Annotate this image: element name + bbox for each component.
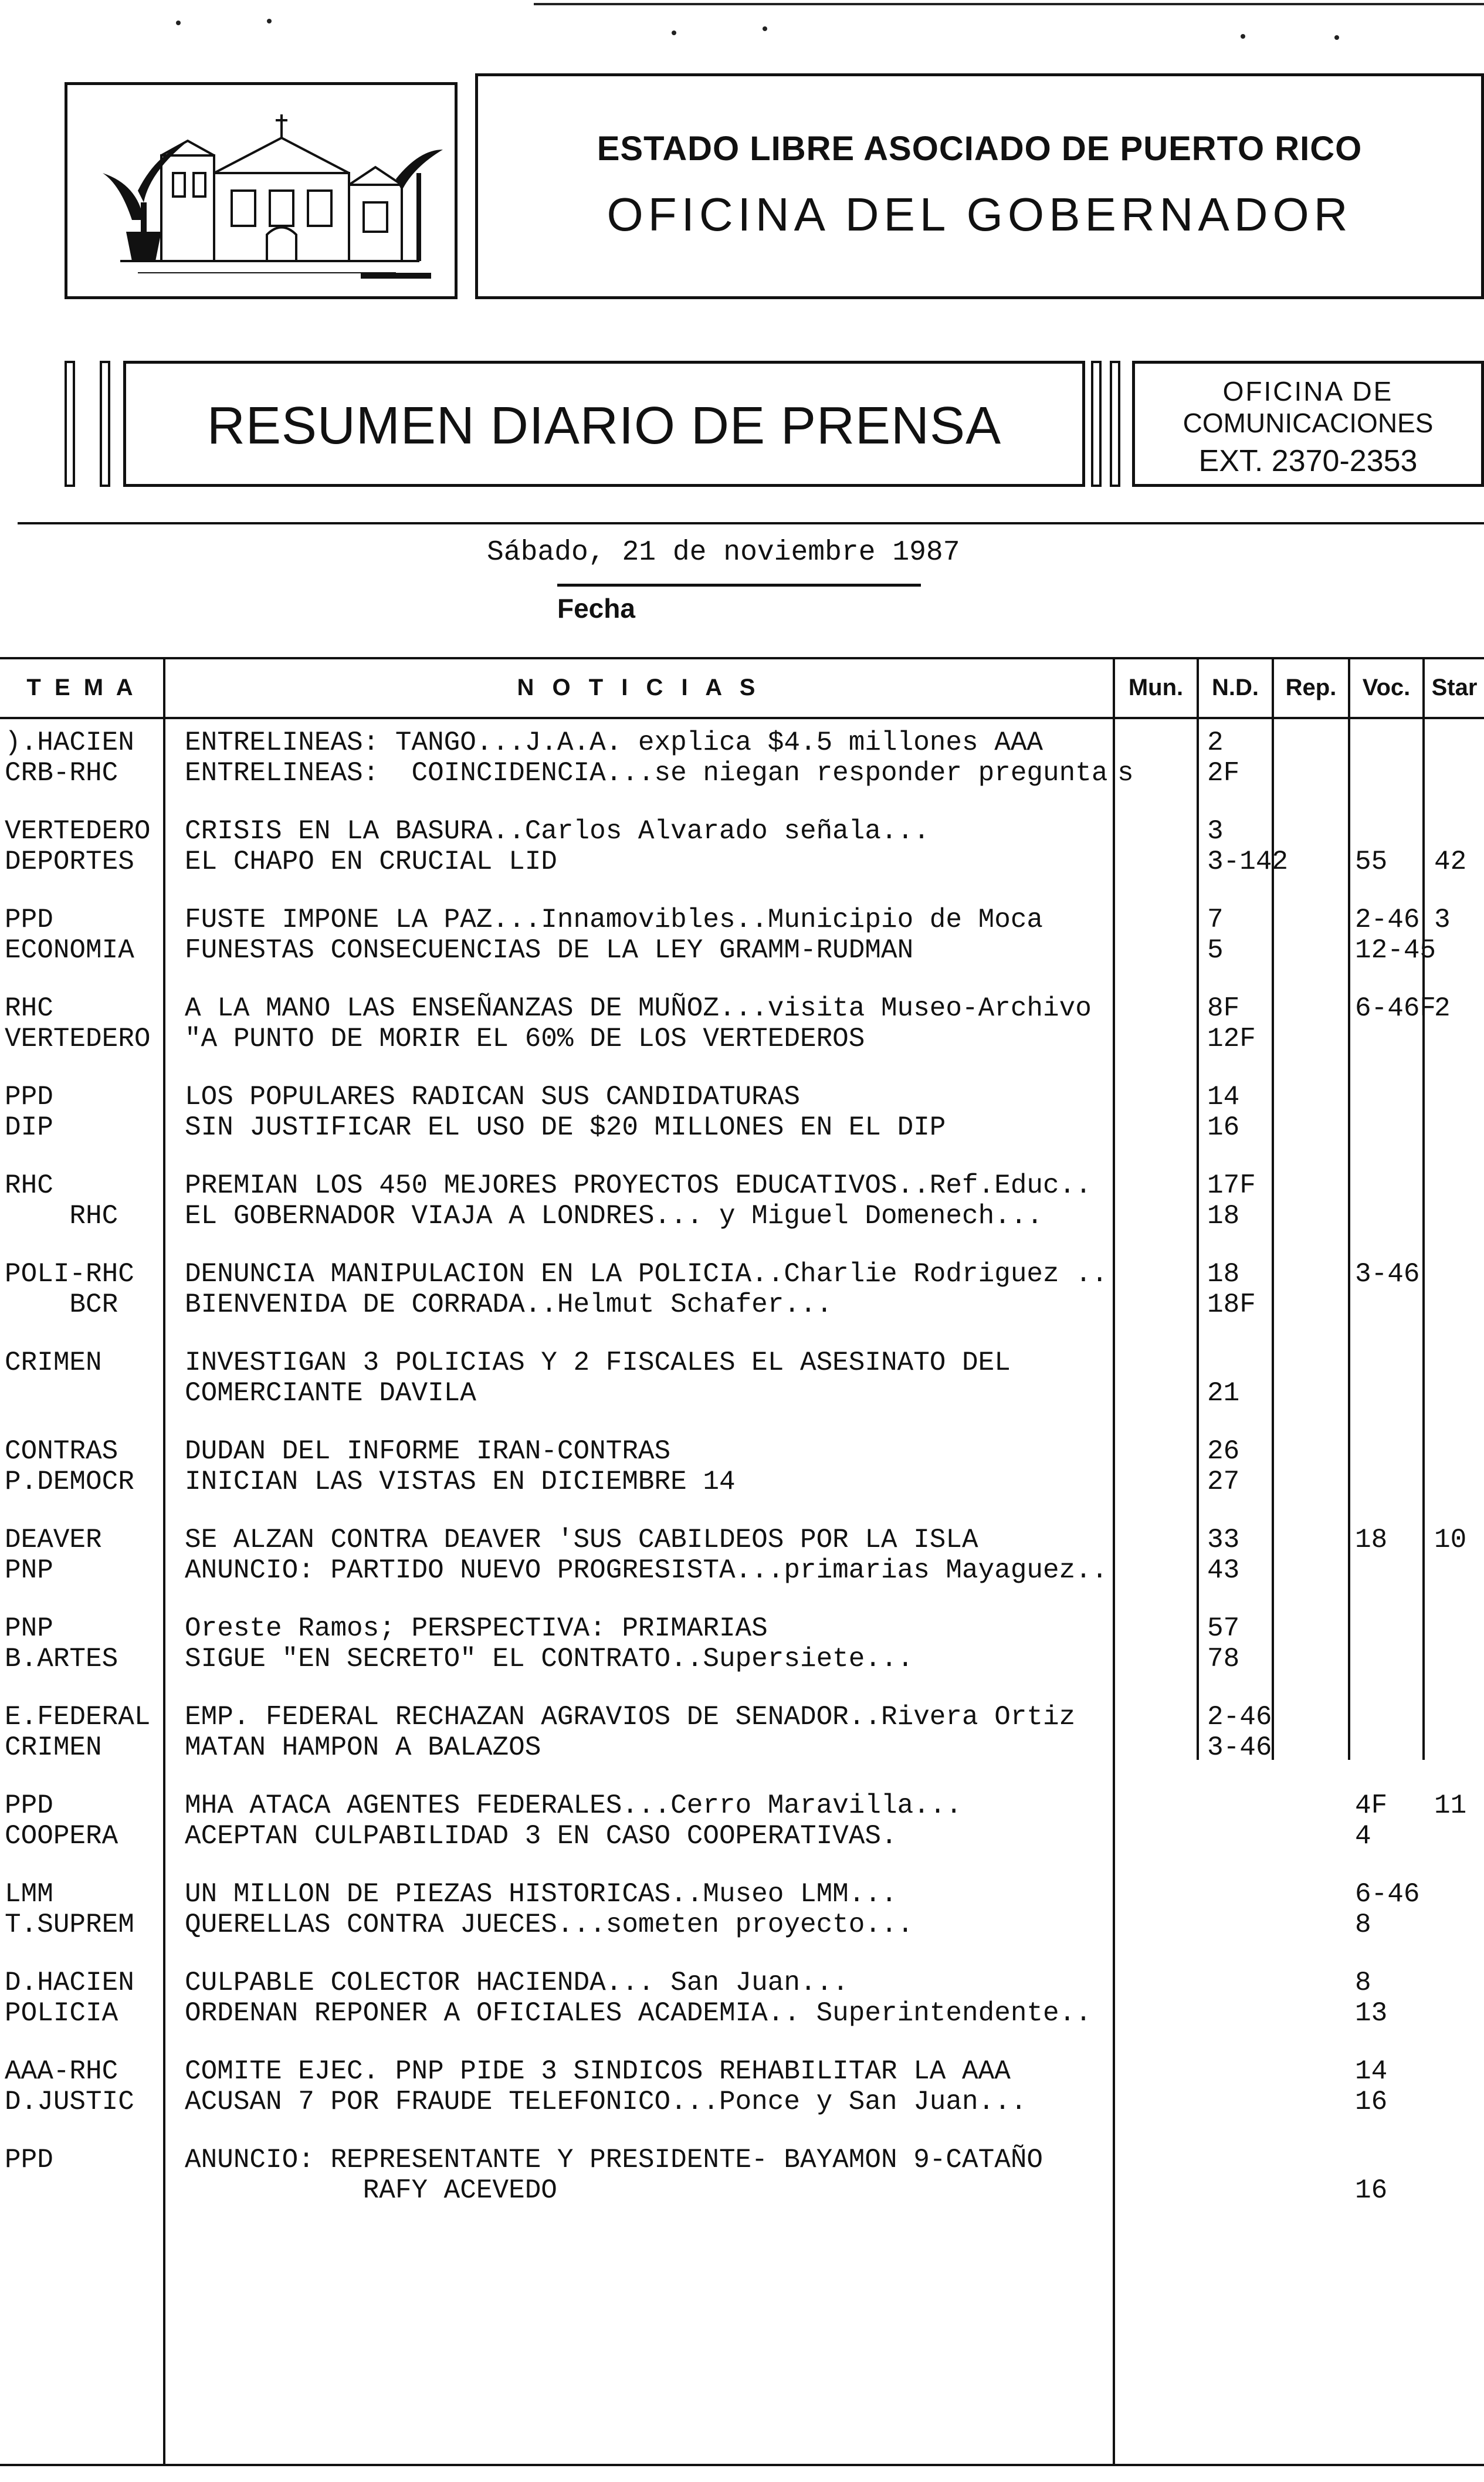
cell-noticias: CRISIS EN LA BASURA..Carlos Alvarado señala... (185, 816, 930, 846)
table-row (0, 1879, 1484, 1940)
cell-tema: POLI-RHC (5, 1259, 134, 1289)
cell-noticias: DENUNCIA MANIPULACION EN LA POLICIA..Charlie Rodriguez .. (185, 1259, 1108, 1289)
cell-tema: DEPORTES (5, 846, 134, 877)
cell-nd: 43 (1207, 1555, 1240, 1586)
date-value: Sábado, 21 de noviembre 1987 (487, 537, 960, 568)
cell-noticias: MHA ATACA AGENTES FEDERALES...Cerro Maravilla... (185, 1790, 963, 1821)
cell-noticias: Oreste Ramos; PERSPECTIVA: PRIMARIAS (185, 1613, 768, 1644)
cell-nd: 33 (1207, 1525, 1240, 1555)
cell-tema: P.DEMOCR (5, 1467, 134, 1497)
table-row (0, 1613, 1484, 1674)
cell-tema: T.SUPREM (5, 1909, 134, 1940)
cell-nd: 18F (1207, 1289, 1256, 1320)
cell-nd: 8F (1207, 993, 1240, 1024)
cell-noticias: ACEPTAN CULPABILIDAD 3 EN CASO COOPERATIVAS. (185, 1821, 897, 1851)
table-row (0, 1170, 1484, 1231)
table-row (0, 1525, 1484, 1586)
header-title-box (475, 73, 1484, 299)
cell-voc: 2-46 (1355, 905, 1420, 935)
cell-tema: RHC (5, 1201, 118, 1231)
cell-voc: 3-46 (1355, 1259, 1420, 1289)
banner-bar-right-2 (1110, 361, 1120, 487)
cell-star: 42 (1434, 846, 1467, 877)
cell-noticias: ACUSAN 7 POR FRAUDE TELEFONICO...Ponce y San Juan... (185, 2087, 1027, 2117)
cell-noticias: SIGUE "EN SECRETO" EL CONTRATO..Supersiete... (185, 1644, 914, 1674)
cell-noticias: COMERCIANTE DAVILA (185, 1378, 476, 1408)
cell-tema: CONTRAS (5, 1436, 118, 1467)
cell-nd: 5 (1207, 935, 1224, 966)
la-fortaleza-building-icon (67, 85, 455, 296)
cell-tema: POLICIA (5, 1998, 118, 2029)
logo-frame (65, 82, 458, 299)
table-row (0, 1968, 1484, 2029)
table-row (0, 2145, 1484, 2206)
table-row (0, 2056, 1484, 2117)
cell-nd: 3 (1207, 816, 1224, 846)
cell-voc: 4 (1355, 1821, 1371, 1851)
communications-box (1132, 361, 1484, 487)
cell-star: 10 (1434, 1525, 1467, 1555)
cell-noticias: FUNESTAS CONSECUENCIAS DE LA LEY GRAMM-RUDMAN (185, 935, 914, 966)
cell-tema: B.ARTES (5, 1644, 118, 1674)
cell-noticias: DUDAN DEL INFORME IRAN-CONTRAS (185, 1436, 671, 1467)
col-header-rep: Rep. (1285, 675, 1337, 700)
cell-tema: PNP (5, 1613, 53, 1644)
cell-voc: 4F (1355, 1790, 1388, 1821)
cell-noticias: ANUNCIO: PARTIDO NUEVO PROGRESISTA...primarias Mayaguez.. (185, 1555, 1108, 1586)
cell-tema: VERTEDERO (5, 1024, 151, 1054)
cell-tema: CRIMEN (5, 1732, 102, 1763)
comm-line-1: OFICINA DE (1222, 376, 1394, 407)
cell-nd: 14 (1207, 1082, 1240, 1112)
cell-noticias: FUSTE IMPONE LA PAZ...Innamovibles..Municipio de Moca (185, 905, 1043, 935)
cell-voc: 16 (1355, 2087, 1388, 2117)
col-header-voc: Voc. (1362, 675, 1411, 700)
cell-tema: RHC (5, 1170, 53, 1201)
table-row (0, 993, 1484, 1054)
cell-nd: 2 (1207, 727, 1224, 758)
cell-noticias: EMP. FEDERAL RECHAZAN AGRAVIOS DE SENADOR..Rivera Ortiz (185, 1702, 1076, 1732)
cell-noticias: ENTRELINEAS: TANGO...J.A.A. explica $4.5 millones AAA (185, 727, 1043, 758)
cell-tema: RHC (5, 993, 53, 1024)
cell-star: 11 (1434, 1790, 1467, 1821)
cell-noticias: A LA MANO LAS ENSEÑANZAS DE MUÑOZ...visita Museo-Archivo (185, 993, 1092, 1024)
cell-tema: DIP (5, 1112, 53, 1143)
cell-noticias: UN MILLON DE PIEZAS HISTORICAS..Museo LMM... (185, 1879, 897, 1909)
cell-noticias: LOS POPULARES RADICAN SUS CANDIDATURAS (185, 1082, 800, 1112)
cell-noticias: EL CHAPO EN CRUCIAL LID (185, 846, 557, 877)
table-row (0, 816, 1484, 877)
ink-speck (176, 21, 181, 25)
col-header-mun: Mun. (1128, 675, 1184, 700)
cell-nd: 16 (1207, 1112, 1240, 1143)
cell-tema: PPD (5, 905, 53, 935)
cell-tema: PNP (5, 1555, 53, 1586)
table-row (0, 1702, 1484, 1763)
cell-nd: 3-46 (1207, 1732, 1272, 1763)
cell-voc: 13 (1355, 1998, 1388, 2029)
ink-speck (1334, 35, 1339, 40)
cell-nd: 7 (1207, 905, 1224, 935)
cell-tema: PPD (5, 1082, 53, 1112)
cell-voc: 14 (1355, 2056, 1388, 2087)
cell-voc: 8 (1355, 1968, 1371, 1998)
col-header-star: Star (1431, 675, 1478, 700)
cell-noticias: QUERELLAS CONTRA JUECES...someten proyecto... (185, 1909, 914, 1940)
cell-voc: 6-46 (1355, 1879, 1420, 1909)
cell-noticias: "A PUNTO DE MORIR EL 60% DE LOS VERTEDEROS (185, 1024, 865, 1054)
table-row (0, 1259, 1484, 1320)
date-label: Fecha (557, 593, 635, 624)
top-rule (534, 3, 1484, 5)
cell-tema: E.FEDERAL (5, 1702, 151, 1732)
cell-tema: D.HACIEN (5, 1968, 134, 1998)
cell-nd: 12F (1207, 1024, 1256, 1054)
date-underline (557, 584, 921, 587)
table-row (0, 905, 1484, 966)
cell-nd: 3-142 (1207, 846, 1289, 877)
cell-voc: 18 (1355, 1525, 1388, 1555)
cell-nd: 17F (1207, 1170, 1256, 1201)
section-divider (18, 522, 1484, 524)
comm-extension: EXT. 2370-2353 (1198, 444, 1418, 478)
table-row (0, 1790, 1484, 1851)
cell-noticias: SIN JUSTIFICAR EL USO DE $20 MILLONES EN EL DIP (185, 1112, 946, 1143)
cell-noticias: EL GOBERNADOR VIAJA A LONDRES... y Miguel Domenech... (185, 1201, 1043, 1231)
cell-noticias: SE ALZAN CONTRA DEAVER 'SUS CABILDEOS POR LA ISLA (185, 1525, 978, 1555)
table-row (0, 727, 1484, 788)
state-name: ESTADO LIBRE ASOCIADO DE PUERTO RICO (597, 130, 1363, 168)
cell-voc: 6-46F (1355, 993, 1436, 1024)
banner-title: RESUMEN DIARIO DE PRENSA (206, 397, 1002, 455)
cell-tema: D.JUSTIC (5, 2087, 134, 2117)
cell-star: 3 (1434, 905, 1451, 935)
cell-voc: 12-45 (1355, 935, 1436, 966)
cell-nd: 21 (1207, 1378, 1240, 1408)
cell-tema: AAA-RHC (5, 2056, 118, 2087)
cell-noticias: INICIAN LAS VISTAS EN DICIEMBRE 14 (185, 1467, 736, 1497)
cell-voc: 8 (1355, 1909, 1371, 1940)
cell-nd: 27 (1207, 1467, 1240, 1497)
ink-speck (672, 31, 676, 35)
table-row (0, 1436, 1484, 1497)
cell-tema: CRIMEN (5, 1347, 102, 1378)
cell-tema: DEAVER (5, 1525, 102, 1555)
table-top-border (0, 657, 1484, 659)
cell-noticias: INVESTIGAN 3 POLICIAS Y 2 FISCALES EL ASESINATO DEL (185, 1347, 1011, 1378)
ink-speck (763, 26, 767, 31)
cell-voc: 55 (1355, 846, 1388, 877)
cell-nd: 2F (1207, 758, 1240, 788)
cell-noticias: CULPABLE COLECTOR HACIENDA... San Juan... (185, 1968, 849, 1998)
cell-noticias: MATAN HAMPON A BALAZOS (185, 1732, 541, 1763)
table-row (0, 1347, 1484, 1408)
cell-nd: 2-46 (1207, 1702, 1272, 1732)
cell-nd: 18 (1207, 1259, 1240, 1289)
cell-tema: BCR (5, 1289, 118, 1320)
cell-tema: COOPERA (5, 1821, 118, 1851)
ink-speck (1241, 34, 1245, 39)
cell-nd: 78 (1207, 1644, 1240, 1674)
cell-noticias: BIENVENIDA DE CORRADA..Helmut Schafer... (185, 1289, 833, 1320)
cell-nd: 26 (1207, 1436, 1240, 1467)
cell-tema: CRB-RHC (5, 758, 118, 788)
col-header-noticias: N O T I C I A S (517, 675, 761, 700)
table-row (0, 1082, 1484, 1143)
cell-tema: PPD (5, 2145, 53, 2175)
cell-noticias: RAFY ACEVEDO (185, 2175, 557, 2206)
table-header-border (0, 717, 1484, 719)
cell-tema: PPD (5, 1790, 53, 1821)
cell-tema: VERTEDERO (5, 816, 151, 846)
banner-bar-left-2 (100, 361, 110, 487)
cell-noticias: ENTRELINEAS: COINCIDENCIA...se niegan responder pregunta (185, 758, 1108, 788)
banner-bar-left-1 (65, 361, 75, 487)
cell-voc: 16 (1355, 2175, 1388, 2206)
cell-tema: ECONOMIA (5, 935, 134, 966)
office-name: OFICINA DEL GOBERNADOR (607, 188, 1353, 241)
cell-nd: 18 (1207, 1201, 1240, 1231)
cell-mun: s (1117, 758, 1134, 788)
col-header-tema: T E M A (26, 675, 137, 700)
ink-speck (267, 19, 272, 23)
cell-nd: 57 (1207, 1613, 1240, 1644)
cell-noticias: ANUNCIO: REPRESENTANTE Y PRESIDENTE- BAYAMON 9-CATAÑO (185, 2145, 1043, 2175)
cell-tema: ).HACIEN (5, 727, 134, 758)
comm-line-2: COMUNICACIONES (1183, 408, 1434, 438)
cell-noticias: COMITE EJEC. PNP PIDE 3 SINDICOS REHABILITAR LA AAA (185, 2056, 1011, 2087)
cell-noticias: ORDENAN REPONER A OFICIALES ACADEMIA.. Superintendente.. (185, 1998, 1092, 2029)
cell-star: 2 (1434, 993, 1451, 1024)
col-header-nd: N.D. (1212, 675, 1259, 700)
banner-title-box (123, 361, 1085, 487)
banner-bar-right-1 (1091, 361, 1102, 487)
cell-tema: LMM (5, 1879, 53, 1909)
cell-noticias: PREMIAN LOS 450 MEJORES PROYECTOS EDUCATIVOS..Ref.Educ.. (185, 1170, 1092, 1201)
table-bottom-border (0, 2464, 1484, 2466)
